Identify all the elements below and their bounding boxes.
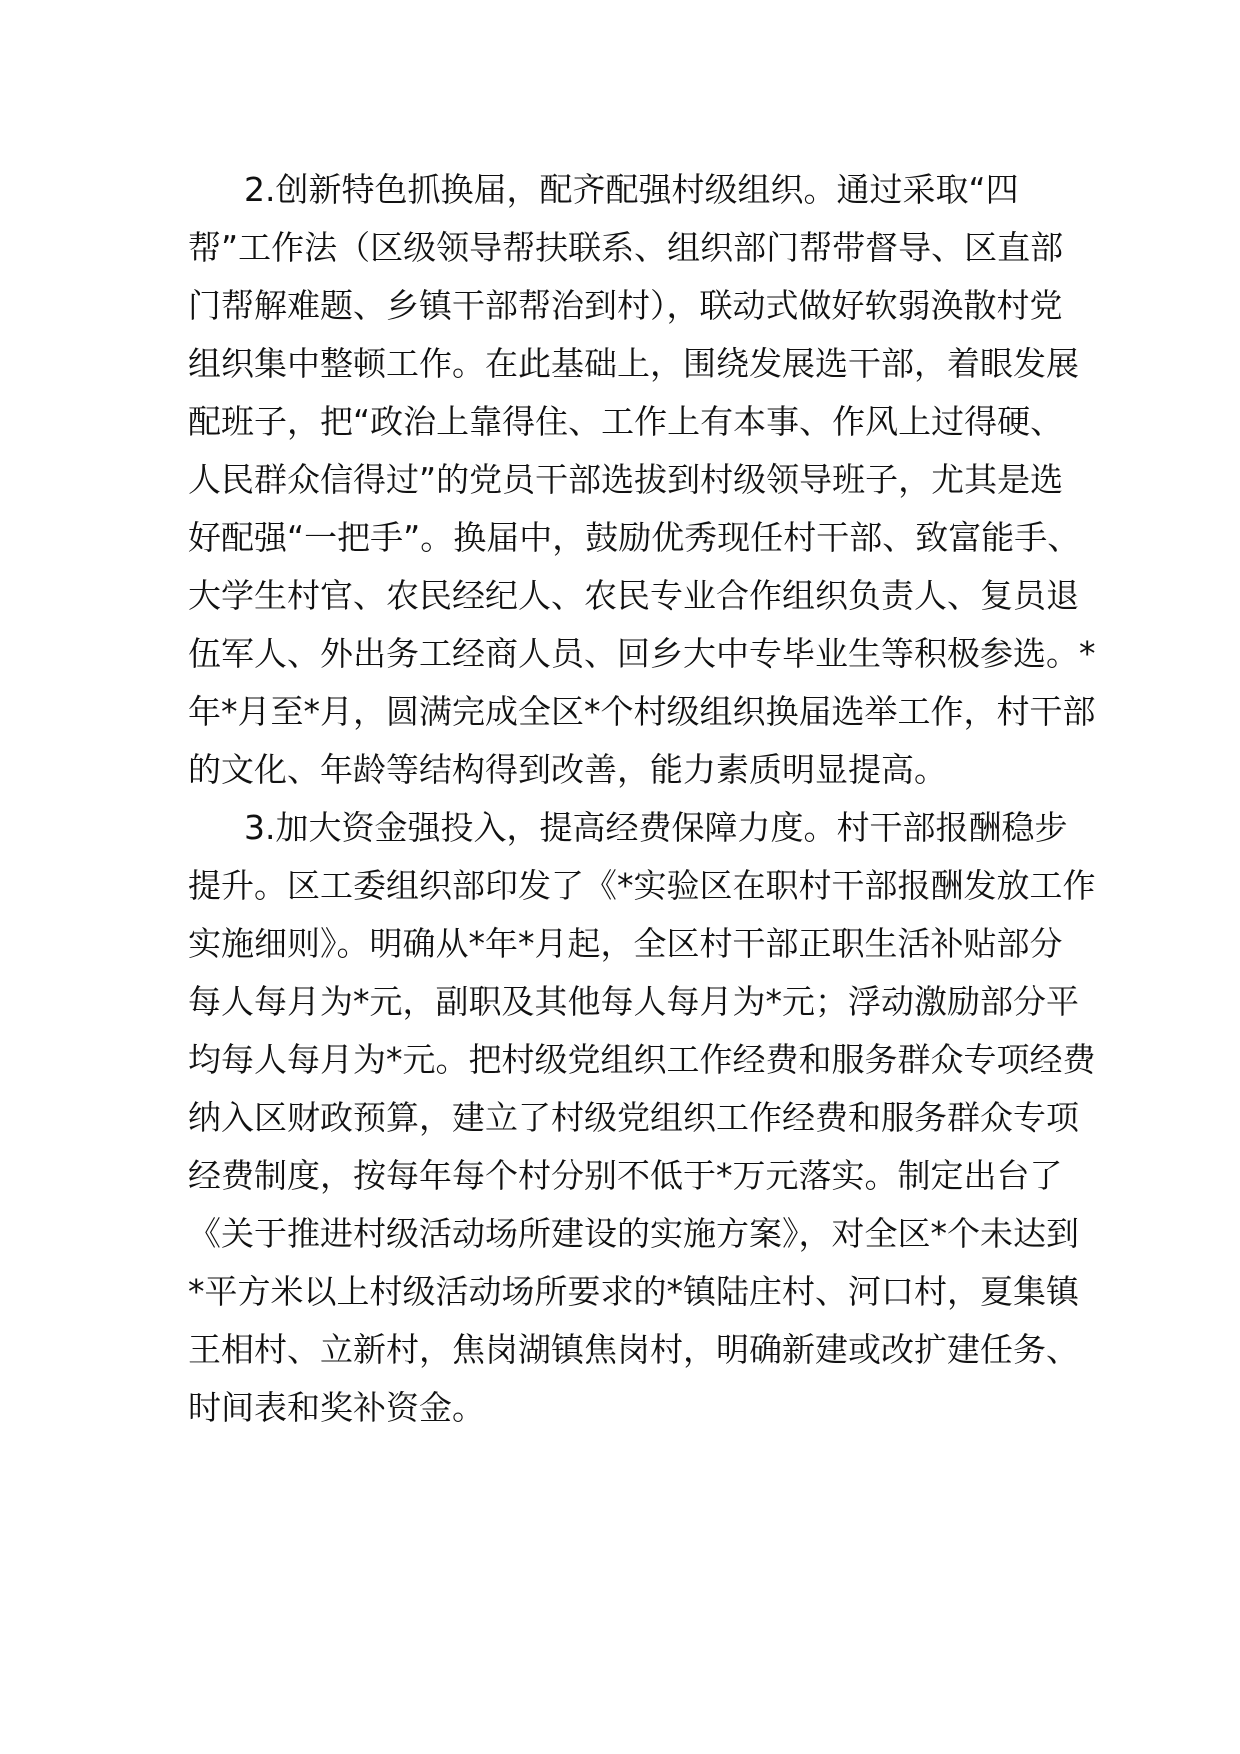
paragraph-2-line-10: 王相村、立新村，焦岗湖镇焦岗村，明确新建或改扩建任务、 (188, 1330, 1079, 1369)
paragraph-1-line-3: 门帮解难题、乡镇干部帮治到村），联动式做好软弱涣散村党 (188, 286, 1063, 325)
paragraph-1-line-7: 好配强“一把手”。换届中，鼓励优秀现任村干部、致富能手、 (188, 518, 1081, 557)
paragraph-1-line-10: 年*月至*月，圆满完成全区*个村级组织换届选举工作，村干部 (188, 692, 1096, 731)
paragraph-1-line-11: 的文化、年龄等结构得到改善，能力素质明显提高。 (188, 750, 947, 789)
paragraph-1-line-5: 配班子，把“政治上靠得住、工作上有本事、作风上过得硬、 (188, 402, 1064, 441)
paragraph-2-line-3: 实施细则》。明确从*年*月起，全区村干部正职生活补贴部分 (188, 924, 1063, 963)
paragraph-1-line-2: 帮”工作法（区级领导帮扶联系、组织部门帮带督导、区直部 (188, 228, 1064, 267)
paragraph-1-line-1: 2.创新特色抓换届，配齐配强村级组织。通过采取“四 (244, 170, 1019, 209)
paragraph-2-line-7: 经费制度，按每年每个村分别不低于*万元落实。制定出台了 (188, 1156, 1063, 1195)
paragraph-1-line-9: 伍军人、外出务工经商人员、回乡大中专毕业生等积极参选。* (188, 634, 1096, 673)
paragraph-2-line-8: 《关于推进村级活动场所建设的实施方案》，对全区*个未达到 (188, 1214, 1079, 1253)
paragraph-2-line-1: 3.加大资金强投入，提高经费保障力度。村干部报酬稳步 (244, 808, 1068, 847)
paragraph-1-line-6: 人民群众信得过”的党员干部选拔到村级领导班子，尤其是选 (188, 460, 1064, 499)
paragraph-2-line-6: 纳入区财政预算，建立了村级党组织工作经费和服务群众专项 (188, 1098, 1079, 1137)
paragraph-2-line-2: 提升。区工委组织部印发了《*实验区在职村干部报酬发放工作 (188, 866, 1096, 905)
paragraph-1-line-8: 大学生村官、农民经纪人、农民专业合作组织负责人、复员退 (188, 576, 1079, 615)
paragraph-2-line-11: 时间表和奖补资金。 (188, 1388, 485, 1427)
paragraph-2-line-9: *平方米以上村级活动场所要求的*镇陆庄村、河口村，夏集镇 (188, 1272, 1079, 1311)
paragraph-1-line-4: 组织集中整顿工作。在此基础上，围绕发展选干部，着眼发展 (188, 344, 1079, 383)
paragraph-2-line-5: 均每人每月为*元。把村级党组织工作经费和服务群众专项经费 (188, 1040, 1096, 1079)
paragraph-2-line-4: 每人每月为*元，副职及其他每人每月为*元；浮动激励部分平 (188, 982, 1079, 1021)
